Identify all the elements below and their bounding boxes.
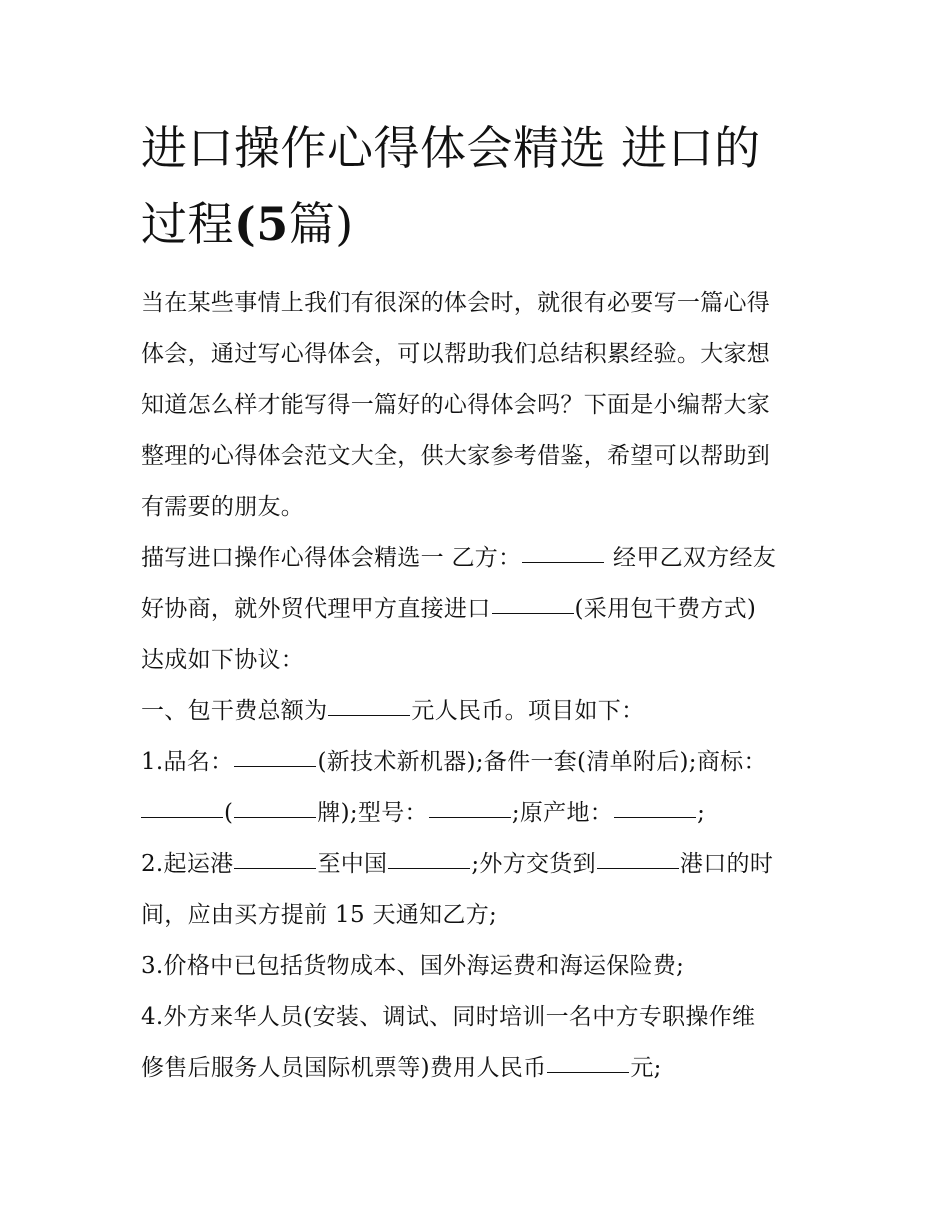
text-segment: 好协商，就外贸代理甲方直接进口 xyxy=(141,596,491,622)
item-1 xyxy=(141,737,816,839)
intro-line: 有需要的朋友。 xyxy=(141,494,305,520)
text-segment: 经甲乙双方经友 xyxy=(605,545,777,571)
title-suffix: 篇) xyxy=(288,197,354,251)
fill-blank xyxy=(547,1071,629,1073)
text-segment: ;外方交货到 xyxy=(471,851,596,877)
title-line-2 xyxy=(141,186,821,262)
agreement-line: 达成如下协议： xyxy=(141,647,305,673)
fill-blank xyxy=(614,816,696,818)
document-title xyxy=(141,110,821,262)
item-line: 4.外方来华人员(安装、调试、同时培训一名中方专职操作维 xyxy=(141,1004,756,1030)
intro-line: 整理的心得体会范文大全，供大家参考借鉴，希望可以帮助到 xyxy=(141,443,771,469)
fee-paragraph xyxy=(141,686,816,737)
text-segment: (采用包干费方式) xyxy=(574,596,757,622)
intro-paragraph xyxy=(141,278,816,533)
text-segment: 元人民币。项目如下： xyxy=(411,698,645,724)
item-3 xyxy=(141,941,816,992)
item-line: 间，应由买方提前 15 天通知乙方; xyxy=(141,902,498,928)
agreement-paragraph xyxy=(141,533,816,686)
item-4 xyxy=(141,992,816,1094)
item-line xyxy=(141,788,816,839)
intro-line: 知道怎么样才能写得一篇好的心得体会吗？下面是小编帮大家 xyxy=(141,392,771,418)
fee-line xyxy=(141,686,816,737)
fill-blank xyxy=(597,867,679,869)
fill-blank xyxy=(234,765,316,767)
text-segment: 港口的时 xyxy=(679,851,774,877)
text-segment: 1.品名： xyxy=(141,749,234,775)
text-segment: 修售后服务人员国际机票等)费用人民币 xyxy=(141,1055,547,1081)
fill-blank xyxy=(234,816,316,818)
fill-blank xyxy=(388,867,470,869)
text-segment: 一、包干费总额为 xyxy=(141,698,328,724)
text-segment: (新技术新机器);备件一套(清单附后);商标： xyxy=(317,749,767,775)
document-body xyxy=(141,278,816,1094)
intro-line: 当在某些事情上我们有很深的体会时，就很有必要写一篇心得 xyxy=(141,290,771,316)
fill-blank xyxy=(492,612,574,614)
intro-line: 体会，通过写心得体会，可以帮助我们总结积累经验。大家想 xyxy=(141,341,771,367)
text-segment: 描写进口操作心得体会精选一 乙方： xyxy=(141,545,522,571)
agreement-line xyxy=(141,533,816,584)
fill-blank xyxy=(234,867,316,869)
text-segment: 元; xyxy=(630,1055,662,1081)
text-segment: ; xyxy=(697,800,706,826)
text-segment: 至中国 xyxy=(317,851,388,877)
fill-blank xyxy=(328,714,410,716)
text-segment: 牌);型号： xyxy=(317,800,428,826)
item-line xyxy=(141,737,816,788)
fill-blank xyxy=(141,816,223,818)
item-line: 3.价格中已包括货物成本、国外海运费和海运保险费; xyxy=(141,953,685,979)
item-line xyxy=(141,839,816,890)
fill-blank xyxy=(522,561,604,563)
fill-blank xyxy=(429,816,511,818)
title-text: 过程 xyxy=(141,197,234,251)
item-2 xyxy=(141,839,816,941)
title-count: (5 xyxy=(234,197,289,251)
title-line-1: 进口操作心得体会精选 进口的 xyxy=(141,121,761,175)
text-segment: ;原产地： xyxy=(511,800,614,826)
text-segment: ( xyxy=(224,800,234,826)
item-line xyxy=(141,1043,816,1094)
text-segment: 2.起运港 xyxy=(141,851,234,877)
agreement-line xyxy=(141,584,816,635)
